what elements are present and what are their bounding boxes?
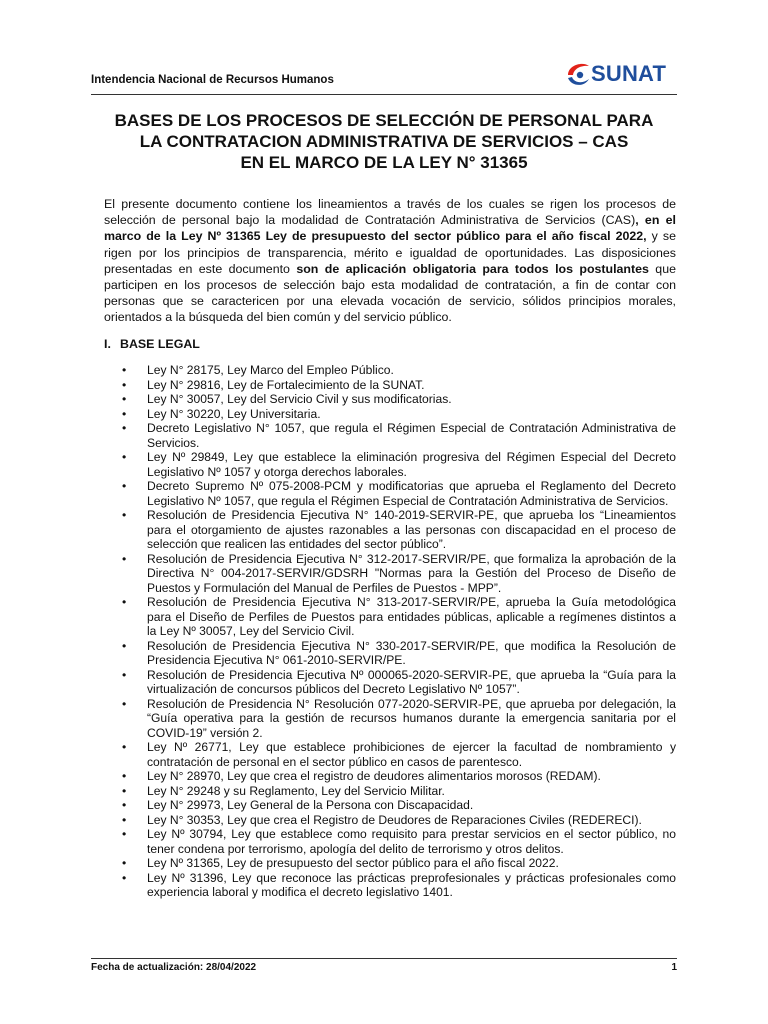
legal-basis-item: [122, 392, 676, 407]
bullet-icon: •: [122, 798, 127, 812]
bullet-icon: •: [122, 696, 127, 711]
bullet-icon: •: [122, 870, 127, 885]
legal-basis-item: [122, 595, 676, 639]
logo-wordmark: SUNAT: [591, 61, 667, 86]
bullet-icon: •: [122, 827, 127, 841]
legal-basis-item: [122, 784, 676, 799]
legal-basis-item: [122, 479, 676, 508]
legal-basis-item: [122, 378, 676, 393]
legal-basis-item: [122, 363, 676, 378]
bullet-icon: •: [122, 377, 127, 392]
legal-basis-item: [122, 407, 676, 422]
bullet-icon: •: [122, 551, 127, 566]
legal-basis-item: [122, 450, 676, 479]
bullet-icon: •: [122, 638, 127, 653]
legal-basis-text: Ley Nº 29849, Ley que establece la eliminación progresiva del Régimen Especial del Decreto Legislativo Nº 1057 y otorga derechos laborales.: [147, 450, 676, 479]
intro-text-2: y se rigen por los principios de transparencia, mérito e igualdad de oportunidades. Las disposiciones presentadas en este documento: [104, 229, 676, 276]
legal-basis-item: [122, 421, 676, 450]
bullet-icon: •: [122, 783, 127, 798]
document-title: [91, 110, 677, 173]
legal-basis-text: Decreto Supremo Nº 075-2008-PCM y modificatorias que aprueba el Reglamento del Decreto Legislativo Nº 1057, que regula el Régimen Especial de Contratación Administrativa de Servicios.: [147, 479, 676, 508]
bullet-icon: •: [122, 856, 127, 870]
org-name: Intendencia Nacional de Recursos Humanos: [91, 74, 334, 86]
intro-bold-1: , en el marco de la Ley Nº 31365 Ley de presupuesto del sector público para el año fiscal 2022,: [104, 213, 676, 244]
update-date: Fecha de actualización: 28/04/2022: [91, 962, 257, 973]
legal-basis-item: [122, 798, 676, 813]
legal-basis-item: [122, 769, 676, 784]
title-line-3: EN EL MARCO DE LA LEY N° 31365: [240, 153, 528, 172]
legal-basis-text: Resolución de Presidencia Ejecutiva N° 140-2019-SERVIR-PE, que aprueba los “Lineamientos para el otorgamiento de ajustes razonables a las personas con discapacidad en el proceso de selección que realicen las entidades del sector público”.: [147, 508, 676, 551]
header-divider: [91, 94, 677, 95]
page-number: 1: [671, 962, 677, 973]
title-line-1: BASES DE LOS PROCESOS DE SELECCIÓN DE PERSONAL PARA: [114, 111, 654, 130]
bullet-icon: •: [122, 667, 127, 682]
legal-basis-item: [122, 668, 676, 697]
section-number: I.: [104, 337, 111, 351]
bullet-icon: •: [122, 479, 127, 493]
legal-basis-text: Ley Nº 26771, Ley que establece prohibiciones de ejercer la facultad de nombramiento y contratación de personal en el sector público en casos de parentesco.: [147, 740, 676, 769]
legal-basis-item: [122, 813, 676, 828]
footer-divider: [91, 958, 677, 959]
legal-basis-text: Resolución de Presidencia N° Resolución 077-2020-SERVIR-PE, que aprueba por delegación, la “Guía operativa para la gestión de recursos humanos durante la emergencia sanitaria por el COVID-19” versión 2.: [147, 696, 676, 740]
bullet-icon: •: [122, 421, 127, 435]
bullet-icon: •: [122, 740, 127, 754]
bullet-icon: •: [122, 363, 127, 377]
legal-basis-text: Ley N° 28175, Ley Marco del Empleo Público.: [147, 363, 394, 377]
legal-basis-item: [122, 552, 676, 596]
intro-paragraph: [104, 196, 676, 326]
legal-basis-item: [122, 871, 676, 900]
sunat-logo: [565, 56, 677, 92]
legal-basis-item: [122, 856, 676, 871]
legal-basis-text: Ley Nº 31396, Ley que reconoce las prácticas preprofesionales y prácticas profesionales como experiencia laboral y modifica el decreto legislativo 1401.: [147, 870, 676, 899]
bullet-icon: •: [122, 406, 127, 421]
legal-basis-list: [122, 363, 676, 900]
legal-basis-text: Ley Nº 31365, Ley de presupuesto del sector público para el año fiscal 2022.: [147, 856, 559, 870]
bullet-icon: •: [122, 595, 127, 609]
legal-basis-text: Ley Nº 30794, Ley que establece como requisito para prestar servicios en el sector público, no tener condena por terrorismo, apología del delito de terrorismo y otros delitos.: [147, 827, 676, 856]
legal-basis-text: Ley N° 29973, Ley General de la Persona con Discapacidad.: [147, 798, 474, 812]
section-title: BASE LEGAL: [120, 337, 200, 351]
sunat-emblem-icon: [565, 59, 591, 89]
legal-basis-text: Resolución de Presidencia Ejecutiva N° 313-2017-SERVIR/PE, aprueba la Guía metodológica para el Diseño de Perfiles de Puestos para entidades públicas, aplicable a regímenes distintos a la Ley Nº 30057, Ley del Servicio Civil.: [147, 595, 676, 638]
legal-basis-text: Ley N° 29816, Ley de Fortalecimiento de la SUNAT.: [147, 377, 425, 392]
section-heading: [104, 337, 200, 351]
legal-basis-text: Decreto Legislativo N° 1057, que regula el Régimen Especial de Contratación Administrativa de Servicios.: [147, 421, 676, 450]
legal-basis-text: Ley N° 30220, Ley Universitaria.: [147, 406, 321, 421]
legal-basis-item: [122, 697, 676, 741]
legal-basis-item: [122, 639, 676, 668]
bullet-icon: •: [122, 392, 127, 406]
legal-basis-text: Resolución de Presidencia Ejecutiva Nº 000065-2020-SERVIR-PE, que aprueba la “Guía para la virtualización de concursos públicos del Decreto Legislativo Nº 1057”.: [147, 667, 676, 696]
legal-basis-text: Ley N° 28970, Ley que crea el registro de deudores alimentarios morosos (REDAM).: [147, 769, 601, 783]
bullet-icon: •: [122, 812, 127, 827]
intro-text-1: El presente documento contiene los lineamientos a través de los cuales se rigen los procesos de selección de personal bajo la modalidad de Contratación Administrativa de Servicios (CAS): [104, 197, 676, 228]
legal-basis-text: Resolución de Presidencia Ejecutiva N° 312-2017-SERVIR/PE, que formaliza la aprobación de la Directiva N° 004-2017-SERVIR/GDSRH "Normas para la Gestión del Proceso de Diseño de Puestos y Formulación del Manual de Perfiles de Puestos - MPP”.: [147, 551, 676, 595]
bullet-icon: •: [122, 769, 127, 783]
bullet-icon: •: [122, 450, 127, 464]
legal-basis-text: Ley N° 29248 y su Reglamento, Ley del Servicio Militar.: [147, 783, 445, 798]
legal-basis-text: Ley N° 30057, Ley del Servicio Civil y sus modificatorias.: [147, 392, 452, 406]
intro-bold-2: son de aplicación obligatoria para todos los postulantes: [296, 261, 649, 276]
title-line-2: LA CONTRATACION ADMINISTRATIVA DE SERVICIOS – CAS: [139, 132, 629, 151]
legal-basis-text: Resolución de Presidencia Ejecutiva N° 330-2017-SERVIR/PE, que modifica la Resolución de Presidencia Ejecutiva N° 061-2010-SERVIR/PE.: [147, 638, 676, 667]
legal-basis-text: Ley N° 30353, Ley que crea el Registro de Deudores de Reparaciones Civiles (REDERECI).: [147, 812, 642, 827]
legal-basis-item: [122, 827, 676, 856]
bullet-icon: •: [122, 508, 127, 522]
legal-basis-item: [122, 508, 676, 552]
intro-text-3: que participen en los procesos de selección bajo esta modalidad de contratación, a fin de contar con personas que se caractericen por una elevada vocación de servicio, sólidos principios morales, orientados a la búsqueda del bien común y del servicio público.: [104, 261, 676, 325]
legal-basis-item: [122, 740, 676, 769]
